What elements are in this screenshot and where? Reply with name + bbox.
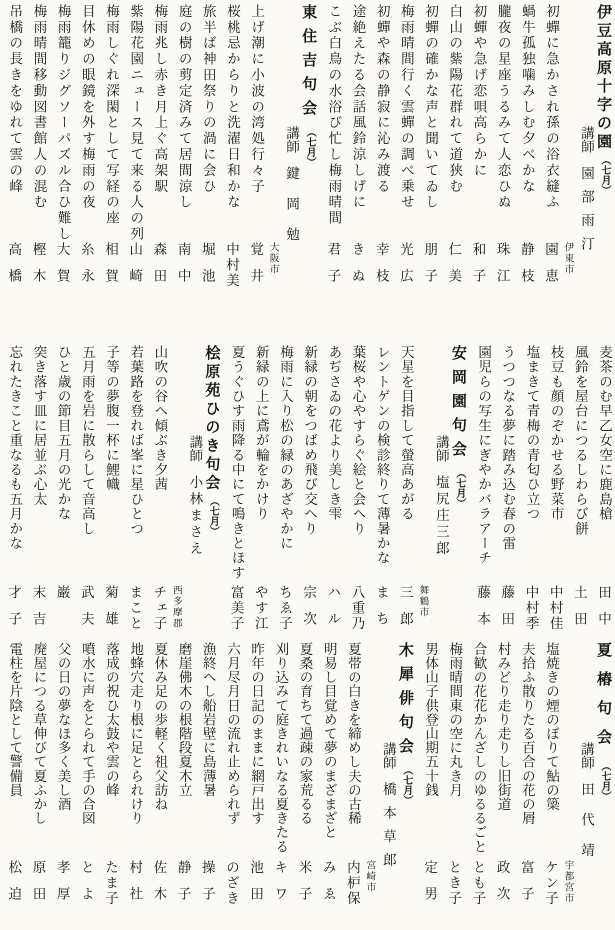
section-header [561,642,614,930]
haiku-text: 忘れたきこと重なるも五月かな [6,345,23,551]
lecturer-line [379,642,396,930]
haiku-column [493,345,517,642]
haiku-text: 廃屋につる草伸びて夏ふかし [30,642,47,826]
haiku-text: 刈り込みて庭きれいなる夏きたる [272,642,289,854]
haiku-column [145,4,169,345]
author-name: 操子 [198,860,215,913]
haiku-text: 新緑の上に鳶が輪をかけり [252,345,269,522]
author-name: 中村美 [222,242,239,289]
section-title-line [299,4,319,345]
section-title: 安岡園句会 [449,345,468,465]
lecturer-line [432,345,449,642]
haiku-column [343,4,367,345]
band-top [1,4,614,345]
haiku-text: 風鈴を屋台につるしわらび餅 [571,345,588,537]
haiku-column [537,642,561,930]
haiku-text: 塩焼きの煙のぼりて鮎の簗 [543,642,559,812]
author-name: 樫木 [29,242,46,295]
band-middle [1,345,614,642]
author-name: 八重乃 [348,585,365,632]
author-name: 森田 [150,242,167,295]
author-name: 池田 [247,860,264,913]
author-name: 三郎 [396,585,413,638]
haiku-column [513,4,537,345]
section-title: 東住吉句会 [300,4,319,124]
haiku-text: 枝豆も顔のぞかせる野菜市 [547,345,564,522]
haiku-column [0,4,24,345]
haiku-text: 初蟬に急かされ孫の浴衣縫ふ [543,4,559,211]
author-name: 相賀 [102,242,118,295]
haiku-column [513,642,537,930]
section-month: （七月） [453,468,465,508]
section-header [561,4,614,345]
author-name: 高橋 [5,242,22,295]
haiku-text: 漁終へし船岩壁に島薄暑 [199,642,216,798]
section-title-line [594,642,614,930]
author-name: 堀池 [198,242,215,295]
haiku-column [24,4,48,345]
section-title: 夏椿句会 [595,642,613,758]
city-label: 西多摩郡 [170,585,182,629]
author-name: まち [372,585,389,638]
author-name: 中村佳 [546,585,563,632]
haiku-text: 梅雨に入り松の緑のあざやかに [276,345,293,551]
haiku-column [97,642,121,930]
haiku-text: 梅雨籠りジグソーパズル合ひ難し [54,4,71,243]
haiku-column [392,345,416,642]
city-label: 大阪市 [267,242,279,275]
haiku-column [194,642,218,930]
section-title: 伊豆高原十字の園 [595,4,613,152]
haiku-text: 初蟬の確かな声と聞いてゐし [422,4,439,211]
haiku-column [169,4,193,345]
haiku-column [73,642,97,930]
author-name: みゑ [319,860,336,913]
haiku-column [517,345,541,642]
lecturer-line [185,345,202,642]
haiku-text: 夏帯の白きを締めし夫の古稀 [344,642,361,826]
haiku-text: 山吹の谷へ傾ぶき夕茜 [151,345,168,492]
haiku-column [488,642,512,930]
author-name: 米子 [295,860,312,913]
haiku-column [590,345,614,642]
author-name: 末吉 [29,585,46,638]
haiku-column [194,4,218,345]
haiku-column [48,4,72,345]
section-month: （七月） [207,496,219,536]
author-name: 珠江 [493,242,510,295]
author-name: 光広 [396,242,413,295]
haiku-text: 麦茶のむ早乙女空に鹿島槍 [596,345,612,522]
haiku-column [416,4,440,345]
haiku-column [368,345,392,642]
haiku-text: 明易し目覚めて夢のまざまざと [320,642,337,840]
haiku-column [0,345,24,642]
haiku-text: 六月尽月日の流れ止められず [223,642,240,826]
haiku-text: 村みどり走り走りし旧街道 [494,642,511,812]
haiku-column [469,345,493,642]
lecturer-name: 園部雨汀 [578,166,594,260]
lecturer-label: 講師 [578,126,594,153]
author-name: ちゑ子 [275,585,292,632]
haiku-column [315,642,339,930]
author-name: 君子 [324,242,341,295]
haiku-column [464,642,488,930]
lecturer-label: 講師 [432,435,449,462]
haiku-text: 地蜂穴走り根に足とられけり [127,642,144,826]
author-name: 村社 [126,860,143,913]
lecturer-name: 橋本草郎 [379,782,396,876]
section-month: （七月） [304,127,316,167]
haiku-column [343,345,367,642]
author-name: 巌 [53,585,70,599]
author-name: 武夫 [77,585,94,638]
author-name: たま子 [102,860,118,907]
haiku-text: 初蟬や急げ恋唄高らかに [470,4,487,179]
haiku-text: 蝸牛孤独噛みしむ夕べかな [518,4,535,195]
section-month: （七月） [400,765,412,805]
haiku-column [242,642,266,930]
haiku-column [440,642,464,930]
haiku-column [97,345,121,642]
author-name: 定男 [421,860,438,913]
author-name: 南中 [174,242,191,295]
author-name: とよ [77,860,94,913]
author-name: やす江 [251,585,268,632]
haiku-text: 天星を目指して螢高あがる [397,345,414,522]
haiku-text: 梅雨晴間東の空に丸き月 [446,642,463,798]
haiku-text: 園児らの写生にぎやかバラアーチ [475,345,492,566]
author-name: チェ子 [150,585,167,632]
haiku-text: 夫拾ふ散りたる百合の花の屑 [518,642,535,826]
author-name: キワ [271,860,288,913]
haiku-text: 父の日の夢なほ多く美し酒 [54,642,71,812]
author-name: 松迫 [5,860,22,913]
section-title-line [396,642,416,930]
haiku-column [222,345,246,642]
haiku-column [319,4,343,345]
haiku-column [295,345,319,642]
author-name: 糸永 [77,242,94,295]
haiku-column [271,345,295,642]
city-label: 宇都宮市 [562,860,574,904]
lecturer-line [577,642,594,930]
haiku-column [537,4,561,345]
section-month: （七月） [599,761,610,801]
author-name: 幸枝 [372,242,389,295]
haiku-column [73,345,97,642]
author-name: 中村季 [522,585,539,632]
haiku-column [121,4,145,345]
author-name: とき子 [445,860,462,907]
section-header [416,345,469,642]
city-label: 伊東市 [562,242,574,275]
lecturer-label: 講師 [578,742,594,769]
haiku-column [145,345,169,642]
haiku-column [48,642,72,930]
section-header [266,4,319,345]
haiku-column [24,642,48,930]
haiku-text: 男体山子供登山期五十銭 [422,642,439,798]
haiku-column [247,345,271,642]
haiku-text: 塩まきて青梅の青匂ひ立つ [523,345,540,522]
haiku-column [121,642,145,930]
haiku-text: 吊橋の長きをゆれて雲の峰 [6,4,23,195]
haiku-text: 葉桜や心やすらぐ絵と会へり [349,345,366,537]
haiku-text: ひと歳の節目五月の光かな [54,345,71,522]
haiku-text: あぢさゐの花より美しき雫 [325,345,342,522]
haiku-column [266,642,290,930]
author-name: 藤田 [498,585,515,638]
author-name: 土田 [570,585,587,638]
haiku-text: 朧夜の星座うるみて人恋ひぬ [494,4,511,211]
author-name: きぬ [348,242,365,295]
haiku-column [440,4,464,345]
section-title-line [594,4,614,345]
haiku-text: 初蟬や森の静寂に沁み渡る [373,4,390,195]
author-name: のざき [222,860,239,907]
haiku-column [145,642,169,930]
author-name: 園恵 [542,242,558,295]
haiku-text: 上げ潮に小波の湾処行々子 [248,4,265,195]
lecturer-name: 鍵岡勉 [283,166,300,258]
haiku-column [97,4,121,345]
author-name: 田中 [595,585,611,638]
haiku-column [416,642,440,930]
author-name: 富子 [517,860,534,913]
haiku-column [218,4,242,345]
author-name: 仁美 [445,242,462,295]
haiku-column [218,642,242,930]
author-name: 静子 [174,860,191,913]
haiku-text: 梅雨晴間移動図書館人の混む [30,4,47,211]
section-title-line [449,345,469,642]
author-name: 菊雄 [102,585,118,638]
author-name: 山崎 [126,242,143,295]
section-title-line [202,345,222,642]
author-name: 佐木 [150,860,167,913]
haiku-text: 夏うぐひす雨降る中にて鳴きとほす [228,345,245,581]
section-header [363,642,416,930]
haiku-text: 子等の夢腹一杯に鯉幟 [103,345,119,492]
haiku-text: 磨崖佛木の根階段夏木立 [175,642,192,798]
lecturer-name: 田代靖 [578,782,594,874]
haiku-column [48,345,72,642]
haiku-column [464,4,488,345]
haiku-text: 桜桃忌からりと洗濯日和かな [223,4,240,211]
haiku-text: 目休めの眼鏡を外す梅雨の夜 [78,4,95,211]
lecturer-label: 講師 [186,435,203,462]
haiku-text: 新緑の朝をつばめ飛び交へり [301,345,318,537]
author-name: 宗次 [300,585,317,638]
lecturer-name: 小林まさえ [186,475,203,558]
section-month: （七月） [599,155,610,195]
haiku-text: レントゲンの検診終りて薄暑かな [373,345,390,566]
haiku-column [290,642,314,930]
haiku-column [541,345,565,642]
author-name: 政次 [493,860,510,913]
band-bottom [1,642,614,930]
section-title: 桧原苑ひのき句会 [203,345,222,493]
author-name: まこと [126,585,143,632]
author-name: 内枦保 [343,860,360,907]
haiku-column [242,4,266,345]
haiku-text: 梅雨しぐれ深閑として写経の座 [103,4,119,227]
haiku-text: 合歓の花花かんざしのゆるるごと [470,642,487,854]
haiku-column [392,4,416,345]
lecturer-label: 講師 [379,742,396,769]
author-name: ハル [324,585,341,638]
haiku-column [339,642,363,930]
author-name: 富美子 [227,585,244,632]
author-name: とも子 [469,860,486,907]
haiku-column [566,345,590,642]
author-name: ケン子 [542,860,558,907]
author-name: 才子 [5,585,22,638]
haiku-column [319,345,343,642]
section-title: 木犀俳句会 [396,642,415,762]
haiku-column [488,4,512,345]
author-name: 覚井 [247,242,264,295]
lecturer-line [282,4,299,345]
lecturer-label: 講師 [283,126,300,153]
haiku-column [0,642,24,930]
author-name: 朋子 [421,242,438,295]
haiku-text: 噴水に声をとられて手の合図 [78,642,95,826]
haiku-text: 庭の樹の剪定済みて居間涼し [175,4,192,211]
haiku-text: 梅雨晴間行く雲蟬の調べ乗せ [397,4,414,211]
lecturer-line [577,4,594,345]
haiku-text: 夏桑の育ちて過疎の家荒るる [296,642,313,826]
city-label: 舞鶴市 [417,585,429,618]
haiku-column [169,642,193,930]
haiku-text: 紫陽花園ニュース見て来る人の列 [127,4,144,243]
city-label: 宮崎市 [364,860,376,893]
haiku-text: こぶ白鳥の水浴び忙し梅雨晴間 [325,4,342,227]
haiku-text: うつつなる夢に踏み込む春の雷 [499,345,516,551]
haiku-text: 夏休み足の歩軽く祖父訪ね [151,642,168,812]
haiku-text: 若葉路を登れば峯に星ひとつ [127,345,144,537]
haiku-text: 五月雨を岩に散らして音高し [78,345,95,537]
author-name: 原田 [29,860,46,913]
author-name: 大賀 [53,242,70,295]
haiku-text: 白山の紫陽花群れて道狭む [446,4,463,195]
author-name: 静枝 [517,242,534,295]
haiku-text: 旅半ば神田祭りの渦に会ひ [199,4,216,195]
haiku-column [24,345,48,642]
author-name: 和子 [469,242,486,295]
author-name: 孝厚 [53,860,70,913]
haiku-text: 梅雨兆し赤き月上ぐ高架駅 [151,4,168,195]
haiku-column [73,4,97,345]
section-header [169,345,222,642]
author-name: 藤本 [474,585,491,638]
haiku-text: 電柱を片陰として警備員 [6,642,23,798]
lecturer-name: 塩尻庄三郎 [432,475,449,558]
haiku-text: 落成の祝ひ太鼓や雲の峰 [103,642,119,798]
haiku-text: 昨年の日記のままに網戸出す [248,642,265,826]
haiku-column [368,4,392,345]
haiku-text: 途絶えたる会話風鈴涼しげに [349,4,366,211]
haiku-text: 突き落す皿に居並ぶ心太 [30,345,47,507]
haiku-column [121,345,145,642]
